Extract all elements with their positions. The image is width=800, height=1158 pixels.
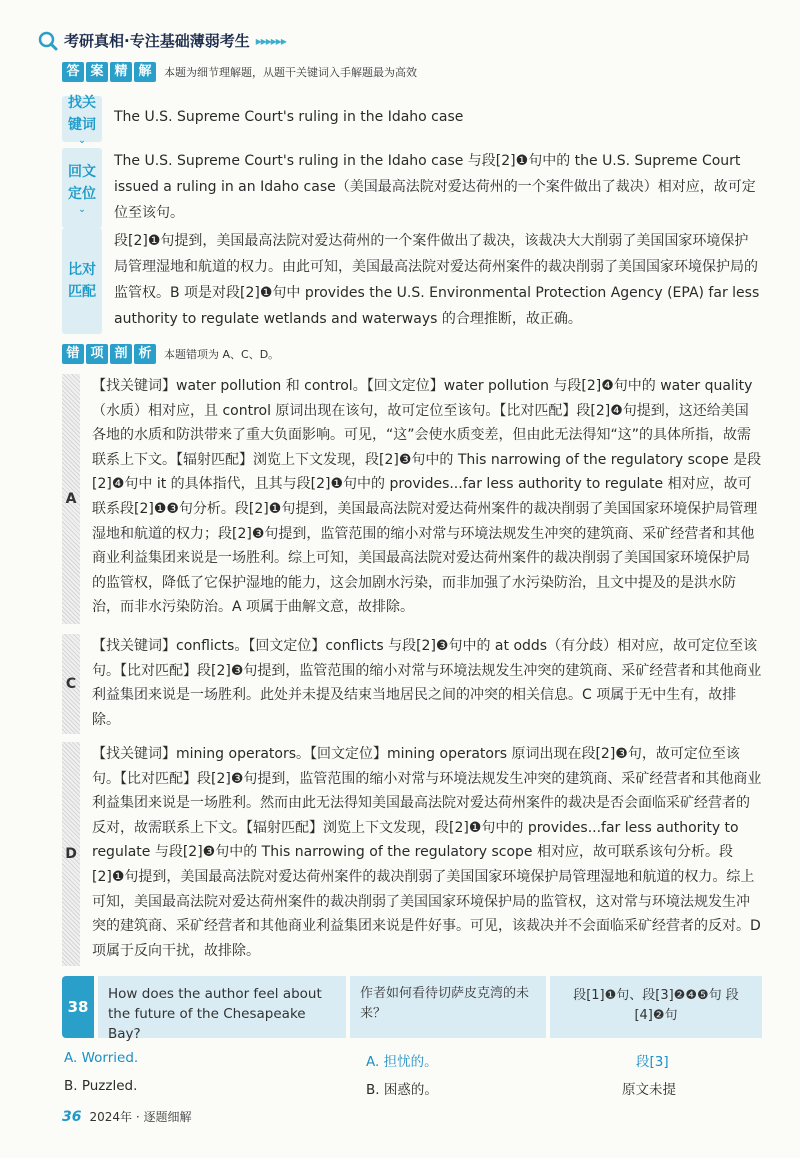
question-chinese: 作者如何看待切萨皮克湾的未来？ bbox=[350, 976, 546, 1038]
answer-b-location: 原文未提 bbox=[622, 1082, 676, 1098]
page-number: 36 bbox=[62, 1108, 82, 1125]
step-text: The U.S. Supreme Court's ruling in the Idaho case 与段[2]❶句中的 the U.S. Supreme Court issued a ruling in an Idaho case（美国最高法院对爱达荷州的一个案件做出了裁决）相对应，故可定位至该句。 bbox=[114, 153, 756, 221]
step-find-keyword bbox=[62, 95, 762, 146]
option-text: 【找关键词】water pollution 和 control。【回文定位】water pollution 与段[2]❹句中的 water quality（水质）相对应，且 control 原词出现在该句，故可定位至该句。【比对匹配】段[2]❹句提到，这还给美国各地的水质和防洪带来了重大负面影响。可见，“这”会使水质变差，但由此无法得知“这”的具体所指，故需联系上下文。【辐射匹配】浏览上下文发现，段[2]❸句中的 This narrowing of the regulatory scope 是段[2]❹句中 it 的具体指代，且其与段[2]❶句中的 provides...far less authority to regulate 相对应，故可联系段[2]❶❸句分析。段[2]❶句提到，美国最高法院对爱达荷州案件的裁决削弱了美国国家环境保护局管理湿地和航道的权力；段[2]❸句提到，监管范围的缩小对常与环境法规发生冲突的建筑商、采矿经营者和其他商业利益集团来说是一场胜利。综上可知，美国最高法院对爱达荷州案件的裁决削弱了美国国家环境保护局的监管权，降低了它保护湿地的能力，这会加剧水污染，而非加强了水污染防治，且文中提及的是洪水防治，而非水污染防治。A 项属于曲解文意，故排除。 bbox=[92, 378, 762, 616]
step-text: The U.S. Supreme Court's ruling in the Idaho case bbox=[114, 109, 464, 125]
step-text: 段[2]❶句提到，美国最高法院对爱达荷州的一个案件做出了裁决，该裁决大大削弱了美国国家环境保护局管理湿地和航道的权力。由此可知，美国最高法院对爱达荷州案件的裁决削弱了美国国家环境保护局的监管权。B 项是对段[2]❶句中 provides the U.S. Environmental Protection Agency (EPA) far less authority to regulate wetlands and waterways 的合理推断，故正确。 bbox=[114, 233, 760, 327]
answer-analysis-badge bbox=[62, 62, 156, 82]
series-title: 考研真相·专注基础薄弱考生 bbox=[64, 32, 250, 50]
step-label bbox=[62, 148, 102, 228]
badge-char: 析 bbox=[134, 344, 156, 364]
option-d-analysis bbox=[62, 742, 762, 966]
answer-a-zh: A. 担忧的。 bbox=[366, 1054, 438, 1070]
page-footer bbox=[62, 1108, 191, 1125]
chevron-down-icon: ⌄ bbox=[78, 136, 86, 146]
running-header bbox=[38, 30, 286, 51]
option-text: 【找关键词】conflicts。【回文定位】conflicts 与段[2]❸句中的 at odds（有分歧）相对应，故可定位至该句。【比对匹配】段[2]❸句提到，监管范围的缩小对常与环境法规发生冲突的建筑商、采矿经营者和其他商业利益集团来说是一场胜利。此处并未提及结束当地居民之间的冲突的相关信息。C 项属于无中生有，故排除。 bbox=[92, 638, 762, 728]
error-note: 本题错项为 A、C、D。 bbox=[164, 348, 280, 361]
option-letter: A bbox=[62, 374, 80, 624]
badge-char: 精 bbox=[110, 62, 132, 82]
error-analysis-header bbox=[62, 344, 279, 364]
answer-b-en: B. Puzzled. bbox=[64, 1078, 138, 1094]
search-magnifier-icon bbox=[38, 31, 58, 51]
question-location: 段[1]❶句、段[3]❷❹❺句 段[4]❷句 bbox=[550, 976, 762, 1038]
label-line: 匹配 bbox=[68, 284, 96, 300]
label-line: 找关 bbox=[68, 95, 96, 111]
step-locate bbox=[62, 148, 762, 228]
badge-char: 解 bbox=[134, 62, 156, 82]
option-a-analysis bbox=[62, 374, 762, 624]
answer-a-location: 段[3] bbox=[636, 1054, 669, 1070]
badge-char: 项 bbox=[86, 344, 108, 364]
badge-char: 剖 bbox=[110, 344, 132, 364]
question-english: How does the author feel about the future of the Chesapeake Bay? bbox=[98, 976, 346, 1038]
label-line: 定位 bbox=[68, 186, 96, 202]
arrows-decoration-icon: ▸▸▸▸▸▸ bbox=[255, 33, 286, 48]
question-number: 38 bbox=[62, 976, 94, 1038]
badge-char: 答 bbox=[62, 62, 84, 82]
option-letter: D bbox=[62, 742, 80, 966]
answer-analysis-header bbox=[62, 62, 417, 82]
step-compare bbox=[62, 228, 762, 334]
option-text: 【找关键词】mining operators。【回文定位】mining operators 原词出现在段[2]❸句，故可定位至该句。【比对匹配】段[2]❸句提到，监管范围的缩小对常与环境法规发生冲突的建筑商、采矿经营者和其他商业利益集团来说是一场胜利。然而由此无法得知美国最高法院对爱达荷州案件的裁决是否会面临采矿经营者的反对，故需联系上下文。【辐射匹配】浏览上下文发现，段[2]❶句中的 provides...far less authority to regulate 与段[2]❸句中的 This narrowing of the regulatory scope 相对应，故可联系该句分析。段[2]❶句提到，美国最高法院对爱达荷州案件的裁决削弱了美国国家环境保护局管理湿地和航道的权力。综上可知，美国最高法院对爱达荷州案件的裁决削弱了美国国家环境保护局的监管权，这对常与环境法规发生冲突的建筑商、采矿经营者和其他商业利益集团来说是件好事。可见，该裁决并不会面临采矿经营者的反对。D 项属于反向干扰，故排除。 bbox=[92, 746, 762, 959]
badge-char: 错 bbox=[62, 344, 84, 364]
option-letter: C bbox=[62, 634, 80, 734]
step-label bbox=[62, 228, 102, 334]
answer-a-en: A. Worried. bbox=[64, 1050, 139, 1066]
answer-b-zh: B. 困惑的。 bbox=[366, 1082, 438, 1098]
step-label bbox=[62, 95, 102, 146]
option-c-analysis bbox=[62, 634, 762, 734]
label-line: 键词 bbox=[68, 117, 96, 133]
chevron-down-icon: ⌄ bbox=[78, 205, 86, 215]
badge-char: 案 bbox=[86, 62, 108, 82]
error-analysis-badge bbox=[62, 344, 156, 364]
label-line: 比对 bbox=[68, 262, 96, 278]
analysis-note: 本题为细节理解题，从题干关键词入手解题最为高效 bbox=[164, 66, 417, 79]
footer-text: 2024年 · 逐题细解 bbox=[89, 1110, 192, 1124]
label-line: 回文 bbox=[68, 164, 96, 180]
question-row bbox=[62, 976, 762, 1042]
